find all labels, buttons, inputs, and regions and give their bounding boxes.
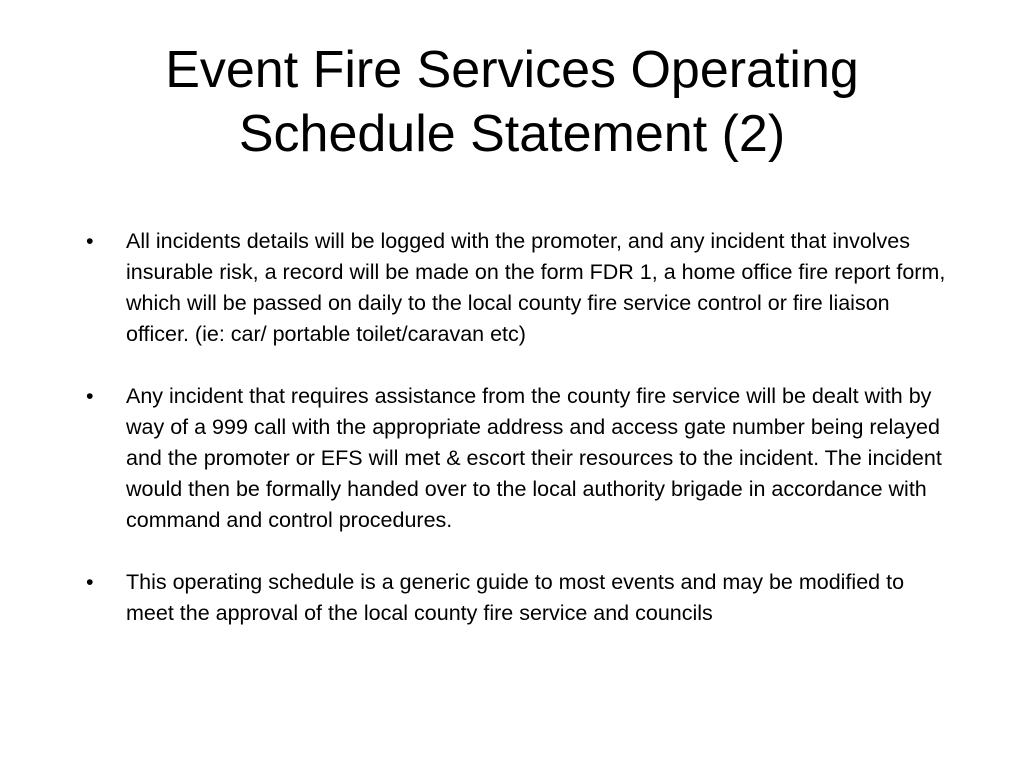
bullet-item-1	[80, 226, 950, 350]
bullet-list	[80, 226, 950, 660]
bullet-dot-icon: •	[86, 570, 94, 594]
bullet-text-1: All incidents details will be logged with the promoter, and any incident that involves insurable risk, a record will be made on the form FDR 1, a home office fire report form, which will be passed on daily to the local county fire service control or fire liaison officer. (ie: car/ portable toilet/caravan etc)	[126, 229, 946, 346]
bullet-dot-icon: •	[86, 384, 94, 408]
bullet-text-3: This operating schedule is a generic guide to most events and may be modified to meet the approval of the local county fire service and councils	[126, 570, 905, 625]
bullet-item-2	[80, 381, 950, 536]
bullet-dot-icon: •	[86, 229, 94, 253]
bullet-text-2: Any incident that requires assistance from the county fire service will be dealt with by way of a 999 call with the appropriate address and access gate number being relayed and the promoter or EFS will met & escort their resources to the incident. The incident would then be formally handed over to the local authority brigade in accordance with command and control procedures.	[126, 384, 942, 532]
slide-title: Event Fire Services Operating Schedule Statement (2)	[165, 41, 859, 163]
bullet-item-3	[80, 567, 950, 629]
